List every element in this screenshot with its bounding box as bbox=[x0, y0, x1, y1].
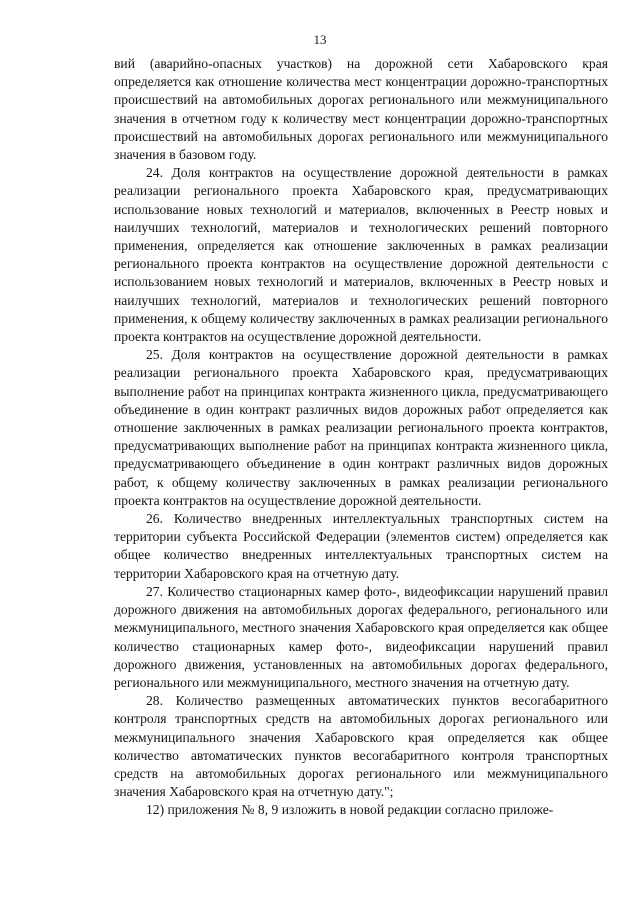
paragraph-item-27: 27. Количество стационарных камер фото-, видеофиксации нарушений правил дорожного движения на автомобильных дорогах федерального, регионального или межмуниципального, местного значения Хабаровского края определяется как общее количество стационарных камер фото-, видеофиксации нарушений правил дорожного движения, установленных на автомобильных дорогах федерального, регионального или межмуниципального, местного значения на отчетную дату. bbox=[114, 583, 608, 690]
paragraph-item-26: 26. Количество внедренных интеллектуальных транспортных систем на территории субъекта Российской Федерации (элементов систем) определяется как общее количество внедренных интеллектуальных транспортных систем на территории Хабаровского края на отчетную дату. bbox=[114, 511, 608, 581]
paragraph-item-25: 25. Доля контрактов на осуществление дорожной деятельности в рамках реализации регионального проекта Хабаровского края, предусматривающих выполнение работ на принципах контракта жизненного цикла, предусматривающего объединение в один контракт различных видов дорожных работ определяется как отношение заключенных в рамках реализации регионального проекта контрактов, предусматривающих выполнение работ на принципах контракта жизненного цикла, предусматривающего объединение в один контракт различных видов дорожных работ, к общему количеству заключенных в рамках реализации регионального проекта контрактов на осуществление дорожной деятельности. bbox=[114, 347, 608, 508]
paragraph-item-24: 24. Доля контрактов на осуществление дорожной деятельности в рамках реализации регионального проекта Хабаровского края, предусматривающих использование новых технологий и материалов, включенных в Реестр новых и наилучших технологий, материалов и технологических решений повторного применения, определяется как отношение заключенных в рамках реализации регионального проекта контрактов на осуществление дорожной деятельности с использованием новых технологий и материалов, включенных в Реестр новых и наилучших технологий, материалов и технологических решений повторного применения, к общему количеству заключенных в рамках реализации регионального проекта контрактов на осуществление дорожной деятельности. bbox=[114, 165, 608, 345]
paragraph-continuation: вий (аварийно-опасных участков) на дорожной сети Хабаровского края определяется как отношение количества мест концентрации дорожно-транспортных происшествий на автомобильных дорогах регионального или межмуниципального значения в отчетном году к количеству мест концентрации дорожно-транспортных происшествий на автомобильных дорогах регионального или межмуниципального значения в базовом году. bbox=[114, 56, 608, 163]
paragraph-item-12: 12) приложения № 8, 9 изложить в новой редакции согласно приложе- bbox=[146, 802, 554, 818]
paragraph-item-28: 28. Количество размещенных автоматических пунктов весогабаритного контроля транспортных средств на автомобильных дорогах регионального или межмуниципального значения Хабаровского края определяется как общее количество автоматических пунктов весогабаритного контроля транспортных средств на автомобильных дорогах регионального или межмуниципального значения Хабаровского края на отчетную дату."; bbox=[114, 693, 608, 800]
page-number: 13 bbox=[313, 32, 327, 47]
document-body bbox=[114, 55, 608, 820]
